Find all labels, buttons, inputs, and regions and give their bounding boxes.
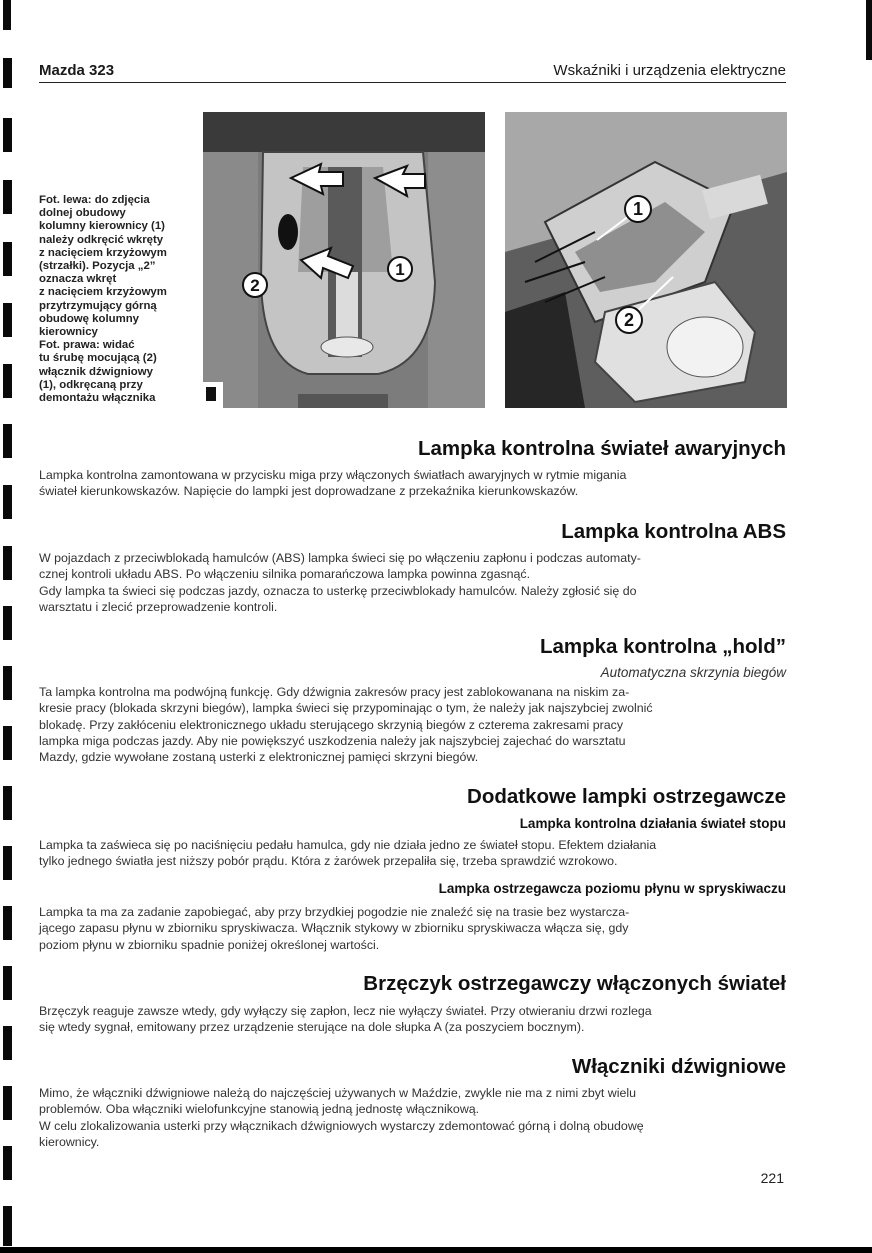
caption-line: włącznik dźwigniowy (39, 365, 153, 378)
text-line: lampka miga podczas jazdy. Aby nie powiększyć uszkodzenia należy jak najszybciej zajechać do warsztatu (39, 733, 626, 748)
text-line: Gdy lampka ta świeci się podczas jazdy, oznacza to usterkę przeciwblokady hamulców. Należy zgłosić się do (39, 583, 637, 598)
subheading-automatic-gearbox: Automatyczna skrzynia biegów (600, 665, 786, 680)
caption-line: należy odkręcić wkręty (39, 233, 164, 246)
text-line: Mimo, że włączniki dźwigniowe należą do najczęściej używanych w Maździe, zwykle nie ma z nimi zbyt wielu (39, 1086, 637, 1100)
binding-mark (3, 1026, 12, 1060)
text-line: się wtedy sygnał, emitowany przez urządzenie sterujące na dole słupka A (za poszyciem bocznym). (39, 1020, 585, 1035)
text-line: poziom płynu w zbiorniku spadnie poniżej określonej wartości. (39, 937, 380, 952)
caption-line: Fot. prawa: widać (39, 339, 135, 352)
text-line: kierownicy. (39, 1134, 100, 1149)
caption-line: z nacięciem krzyżowym (39, 286, 167, 299)
photo-left-marker-2: 2 (250, 276, 260, 295)
text-line: blokadę. Przy zakłóceniu elektronicznego układu sterującego skrzynią biegów z czterema zakresami pracy (39, 717, 624, 732)
text-line: Brzęczyk reaguje zawsze wtedy, gdy wyłączy się zapłon, lecz nie wyłączy świateł. Przy otwieraniu drzwi rozlega (39, 1004, 652, 1018)
photo-lever-switch (505, 112, 787, 408)
scan-bottom-edge (0, 1247, 872, 1253)
caption-line: (strzałki). Pozycja „2” (39, 260, 156, 273)
paragraph-hold-lamp (39, 684, 715, 765)
text-line: Lampka ta ma za zadanie zapobiegać, aby przy brzydkiej pogodzie nie znaleźć się na trasie bez wystarcza- (39, 905, 630, 919)
binding-mark (3, 180, 12, 214)
text-line: świateł kierunkowskazów. Napięcie do lampki jest doprowadzane z przekaźnika kierunkowskazów. (39, 484, 579, 499)
header-section: Wskaźniki i urządzenia elektryczne (553, 62, 786, 79)
binding-mark (3, 726, 12, 760)
photo-right-marker-2: 2 (623, 310, 635, 330)
text-line: warsztatu i zlecić przeprowadzenie kontroli. (39, 599, 278, 614)
text-line: Lampka ta zaświeca się po naciśnięciu pedału hamulca, gdy nie działa jedno ze świateł stopu. Efektem działania (39, 838, 657, 852)
heading-lights-buzzer: Brzęczyk ostrzegawczy włączonych świateł (363, 972, 786, 995)
heading-hold-lamp: Lampka kontrolna „hold” (539, 635, 786, 658)
paragraph-hazard-lamp (39, 467, 715, 500)
paragraph-lever-switches (39, 1085, 715, 1150)
paragraph-washer-fluid (39, 904, 715, 953)
caption-line: obudowę kolumny (39, 312, 139, 325)
paragraph-stop-lights (39, 837, 715, 870)
text-line: Mazdy, gdzie wywołane zostaną usterki z elektronicznej pamięci skrzyni biegów. (39, 750, 479, 765)
photo-caption (39, 194, 199, 405)
text-line: W celu zlokalizowania usterki przy włącznikach dźwigniowych wystarczy zdemontować górną i dolną obudowę (39, 1118, 644, 1133)
heading-extra-warning-lamps: Dodatkowe lampki ostrzegawcze (467, 785, 786, 808)
binding-mark (3, 0, 11, 30)
heading-hazard-lamp: Lampka kontrolna świateł awaryjnych (418, 437, 786, 460)
binding-mark (3, 303, 12, 337)
page-number: 221 (760, 1170, 784, 1186)
caption-line: z nacięciem krzyżowym (39, 246, 167, 259)
caption-line: oznacza wkręt (39, 273, 117, 286)
text-line: cznej kontroli układu ABS. Po włączeniu silnika pomarańczowa lampka powinna zgasnąć. (39, 567, 531, 582)
heading-lever-switches: Włączniki dźwigniowe (571, 1055, 786, 1078)
binding-mark (3, 966, 12, 1000)
photo-left-marker-1: 1 (395, 260, 405, 279)
binding-mark (3, 846, 12, 880)
binding-mark (3, 1146, 12, 1180)
binding-mark (3, 1206, 12, 1246)
header-rule (39, 82, 786, 83)
binding-mark (3, 118, 12, 152)
photo-steering-column-cover (203, 112, 485, 408)
text-line: W pojazdach z przeciwblokadą hamulców (ABS) lampka świeci się po włączeniu zapłonu i podczas automaty- (39, 551, 641, 565)
caption-line: przytrzymujący górną (39, 299, 157, 312)
binding-mark (3, 1086, 12, 1120)
caption-line: kolumny kierownicy (1) (39, 220, 165, 233)
subheading-stop-lights: Lampka kontrolna działania świateł stopu (519, 816, 786, 831)
caption-line: Fot. lewa: do zdjęcia (39, 194, 150, 206)
binding-mark (3, 364, 12, 398)
paragraph-lights-buzzer (39, 1003, 715, 1036)
text-line: problemów. Oba włączniki wielofunkcyjne stanowią jedną jednostę włącznikową. (39, 1102, 480, 1117)
caption-line: tu śrubę mocującą (2) (39, 352, 157, 365)
text-line: Ta lampka kontrolna ma podwójną funkcję. Gdy dźwignia zakresów pracy jest zablokowanana na niskim za- (39, 685, 630, 699)
text-line: jącego zapasu płynu w zbiorniku spryskiwacza. Włącznik stykowy w zbiorniku spryskiwacza włącza się, gdy (39, 921, 629, 936)
text-line: tylko jednego światła jest niższy pobór prądu. Która z żarówek przepaliła się, trzeba sprawdzić wzrokowo. (39, 854, 618, 869)
binding-mark (3, 424, 12, 458)
photo-right-marker-1: 1 (632, 199, 644, 219)
caption-line: kierownicy (39, 326, 98, 339)
binding-mark (3, 546, 12, 580)
caption-line: dolnej obudowy (39, 207, 126, 220)
text-line: kresie pracy (blokada skrzyni biegów), lampka świeci się przypominając o tym, że należy jak najszybciej zwolnić (39, 701, 653, 716)
heading-abs-lamp: Lampka kontrolna ABS (561, 520, 786, 543)
binding-mark (3, 786, 12, 820)
binding-mark (3, 58, 12, 88)
binding-mark (3, 606, 12, 640)
subheading-washer-fluid: Lampka ostrzegawcza poziomu płynu w spryskiwaczu (438, 881, 786, 896)
caption-line: (1), odkręcaną przy (39, 378, 143, 391)
paragraph-abs-lamp (39, 550, 715, 615)
text-line: Lampka kontrolna zamontowana w przycisku miga przy włączonych światłach awaryjnych w rytmie migania (39, 468, 627, 482)
binding-mark (3, 906, 12, 940)
caption-line: demontażu włącznika (39, 392, 156, 405)
binding-mark (3, 242, 12, 276)
binding-mark (3, 485, 12, 519)
binding-mark (3, 666, 12, 700)
header-title: Mazda 323 (39, 62, 115, 79)
scan-edge (866, 0, 872, 60)
